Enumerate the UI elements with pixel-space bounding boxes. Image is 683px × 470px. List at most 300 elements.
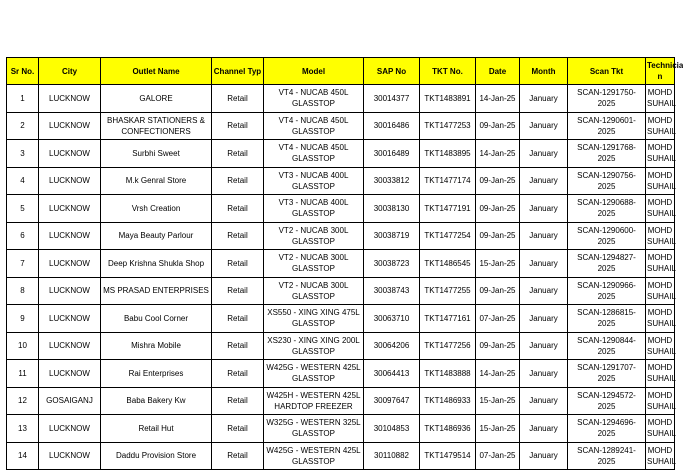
cell-outlet-name-text: Baba Bakery Kw bbox=[126, 396, 186, 406]
cell-sap-no-text: 30033812 bbox=[373, 176, 410, 186]
header-date: Date bbox=[476, 58, 520, 85]
cell-city-text: LUCKNOW bbox=[49, 231, 90, 241]
table-row bbox=[7, 85, 675, 113]
cell-tkt-no[interactable] bbox=[420, 332, 476, 360]
cell-sap-no[interactable] bbox=[364, 112, 420, 140]
cell-scan-tkt-text: SCAN-1294572-2025 bbox=[577, 390, 636, 411]
cell-month-text: January bbox=[529, 451, 558, 461]
cell-tkt-no-text: TKT1477256 bbox=[424, 341, 471, 351]
cell-month-text: January bbox=[529, 313, 558, 323]
cell-scan-tkt-text: SCAN-1289241-2025 bbox=[577, 445, 636, 466]
cell-channel-type[interactable] bbox=[212, 140, 264, 168]
cell-month-text: January bbox=[529, 176, 558, 186]
cell-date[interactable] bbox=[476, 277, 520, 305]
cell-sap-no[interactable] bbox=[364, 360, 420, 388]
cell-channel-type-text: Retail bbox=[227, 203, 248, 213]
cell-tkt-no-text: TKT1483888 bbox=[424, 368, 471, 378]
cell-sr-no[interactable] bbox=[7, 305, 39, 333]
cell-tkt-no[interactable] bbox=[420, 167, 476, 195]
cell-month[interactable] bbox=[520, 167, 568, 195]
cell-date-text: 09-Jan-25 bbox=[479, 176, 516, 186]
cell-tkt-no[interactable] bbox=[420, 387, 476, 415]
cell-technician-text: MOHD SUHAIL bbox=[647, 335, 676, 356]
cell-sap-no-text: 30063710 bbox=[373, 313, 410, 323]
cell-outlet-name[interactable] bbox=[101, 140, 212, 168]
cell-scan-tkt[interactable] bbox=[568, 85, 646, 113]
cell-outlet-name-text: GALORE bbox=[139, 93, 173, 103]
cell-channel-type-text: Retail bbox=[227, 121, 248, 131]
cell-month-text: January bbox=[529, 231, 558, 241]
cell-sap-no[interactable] bbox=[364, 332, 420, 360]
cell-sr-no[interactable] bbox=[7, 360, 39, 388]
cell-city-text: LUCKNOW bbox=[49, 313, 90, 323]
cell-outlet-name[interactable] bbox=[101, 112, 212, 140]
cell-model[interactable] bbox=[264, 332, 364, 360]
cell-technician[interactable] bbox=[646, 305, 675, 333]
cell-month[interactable] bbox=[520, 85, 568, 113]
cell-model-text: VT4 - NUCAB 450L GLASSTOP bbox=[278, 115, 349, 136]
cell-technician[interactable] bbox=[646, 442, 675, 470]
cell-date-text: 09-Jan-25 bbox=[479, 286, 516, 296]
cell-city-text: GOSAIGANJ bbox=[46, 396, 93, 406]
cell-technician[interactable] bbox=[646, 415, 675, 443]
cell-sap-no-text: 30038723 bbox=[373, 258, 410, 268]
cell-date-text: 14-Jan-25 bbox=[479, 93, 516, 103]
cell-city[interactable] bbox=[39, 140, 101, 168]
cell-outlet-name-text: BHASKAR STATIONERS & CONFECTIONERS bbox=[107, 115, 205, 136]
cell-month-text: January bbox=[529, 368, 558, 378]
cell-model[interactable] bbox=[264, 140, 364, 168]
cell-month-text: January bbox=[529, 341, 558, 351]
cell-sap-no[interactable] bbox=[364, 222, 420, 250]
cell-tkt-no[interactable] bbox=[420, 85, 476, 113]
cell-date-text: 09-Jan-25 bbox=[479, 203, 516, 213]
cell-sr-no-text: 8 bbox=[20, 286, 25, 296]
cell-month-text: January bbox=[529, 396, 558, 406]
cell-model-text: XS230 - XING XING 200L GLASSTOP bbox=[267, 335, 360, 356]
cell-sap-no[interactable] bbox=[364, 195, 420, 223]
cell-sap-no[interactable] bbox=[364, 85, 420, 113]
cell-technician-text: MOHD SUHAIL bbox=[647, 418, 676, 439]
table-body bbox=[7, 85, 675, 470]
cell-sap-no[interactable] bbox=[364, 167, 420, 195]
cell-technician[interactable] bbox=[646, 195, 675, 223]
cell-tkt-no[interactable] bbox=[420, 305, 476, 333]
cell-model-text: VT4 - NUCAB 450L GLASSTOP bbox=[278, 143, 349, 164]
cell-month[interactable] bbox=[520, 277, 568, 305]
cell-sr-no[interactable] bbox=[7, 85, 39, 113]
cell-scan-tkt-text: SCAN-1294696-2025 bbox=[577, 418, 636, 439]
cell-month-text: January bbox=[529, 93, 558, 103]
cell-scan-tkt[interactable] bbox=[568, 415, 646, 443]
cell-technician-text: MOHD SUHAIL bbox=[647, 225, 676, 246]
cell-model-text: VT2 - NUCAB 300L GLASSTOP bbox=[278, 253, 349, 274]
cell-sr-no[interactable] bbox=[7, 442, 39, 470]
cell-sr-no[interactable] bbox=[7, 277, 39, 305]
cell-sr-no[interactable] bbox=[7, 222, 39, 250]
cell-model[interactable] bbox=[264, 85, 364, 113]
cell-tkt-no-text: TKT1477191 bbox=[424, 203, 471, 213]
header-scan-tkt: Scan Tkt bbox=[568, 58, 646, 85]
cell-city-text: LUCKNOW bbox=[49, 341, 90, 351]
cell-outlet-name[interactable] bbox=[101, 222, 212, 250]
cell-outlet-name-text: M.k Genral Store bbox=[125, 176, 187, 186]
cell-channel-type-text: Retail bbox=[227, 286, 248, 296]
cell-city[interactable] bbox=[39, 112, 101, 140]
cell-city-text: LUCKNOW bbox=[49, 451, 90, 461]
cell-model-text: XS550 - XING XING 475L GLASSTOP bbox=[267, 308, 360, 329]
cell-outlet-name-text: Babu Cool Corner bbox=[123, 313, 189, 323]
cell-sap-no-text: 30014377 bbox=[373, 93, 410, 103]
cell-technician[interactable] bbox=[646, 277, 675, 305]
cell-channel-type[interactable] bbox=[212, 85, 264, 113]
cell-tkt-no[interactable] bbox=[420, 222, 476, 250]
cell-tkt-no[interactable] bbox=[420, 140, 476, 168]
cell-tkt-no-text: TKT1486933 bbox=[424, 396, 471, 406]
cell-city[interactable] bbox=[39, 222, 101, 250]
cell-channel-type-text: Retail bbox=[227, 396, 248, 406]
table-row bbox=[7, 415, 675, 443]
cell-month[interactable] bbox=[520, 222, 568, 250]
cell-tkt-no[interactable] bbox=[420, 415, 476, 443]
cell-month[interactable] bbox=[520, 442, 568, 470]
cell-sr-no[interactable] bbox=[7, 332, 39, 360]
cell-channel-type[interactable] bbox=[212, 167, 264, 195]
cell-technician[interactable] bbox=[646, 112, 675, 140]
cell-city[interactable] bbox=[39, 305, 101, 333]
cell-scan-tkt[interactable] bbox=[568, 140, 646, 168]
cell-sap-no-text: 30016489 bbox=[373, 148, 410, 158]
cell-tkt-no-text: TKT1477255 bbox=[424, 286, 471, 296]
cell-outlet-name[interactable] bbox=[101, 277, 212, 305]
cell-technician[interactable] bbox=[646, 387, 675, 415]
cell-sap-no-text: 30038743 bbox=[373, 286, 410, 296]
ticket-table bbox=[6, 57, 683, 470]
cell-outlet-name[interactable] bbox=[101, 305, 212, 333]
cell-sr-no-text: 3 bbox=[20, 148, 25, 158]
cell-scan-tkt[interactable] bbox=[568, 250, 646, 278]
cell-sap-no[interactable] bbox=[364, 415, 420, 443]
cell-sr-no-text: 6 bbox=[20, 231, 25, 241]
cell-outlet-name-text: Rai Enterprises bbox=[128, 368, 184, 378]
cell-month[interactable] bbox=[520, 360, 568, 388]
cell-scan-tkt[interactable] bbox=[568, 167, 646, 195]
cell-sr-no-text: 2 bbox=[20, 121, 25, 131]
cell-sap-no[interactable] bbox=[364, 277, 420, 305]
cell-month[interactable] bbox=[520, 305, 568, 333]
cell-technician-text: MOHD SUHAIL bbox=[647, 170, 676, 191]
cell-date[interactable] bbox=[476, 112, 520, 140]
cell-channel-type-text: Retail bbox=[227, 93, 248, 103]
cell-sap-no-text: 30038130 bbox=[373, 203, 410, 213]
cell-date[interactable] bbox=[476, 442, 520, 470]
cell-outlet-name[interactable] bbox=[101, 442, 212, 470]
cell-sap-no[interactable] bbox=[364, 140, 420, 168]
table-row bbox=[7, 387, 675, 415]
cell-city-text: LUCKNOW bbox=[49, 148, 90, 158]
cell-tkt-no[interactable] bbox=[420, 277, 476, 305]
cell-channel-type[interactable] bbox=[212, 250, 264, 278]
cell-model-text: VT4 - NUCAB 450L GLASSTOP bbox=[278, 88, 349, 109]
cell-sr-no-text: 9 bbox=[20, 313, 25, 323]
cell-outlet-name[interactable] bbox=[101, 415, 212, 443]
cell-scan-tkt[interactable] bbox=[568, 442, 646, 470]
cell-tkt-no[interactable] bbox=[420, 442, 476, 470]
cell-date[interactable] bbox=[476, 140, 520, 168]
cell-outlet-name-text: Daddu Provision Store bbox=[115, 451, 197, 461]
cell-technician[interactable] bbox=[646, 85, 675, 113]
cell-model[interactable] bbox=[264, 277, 364, 305]
cell-model[interactable] bbox=[264, 167, 364, 195]
cell-channel-type[interactable] bbox=[212, 442, 264, 470]
cell-technician[interactable] bbox=[646, 250, 675, 278]
cell-outlet-name[interactable] bbox=[101, 167, 212, 195]
cell-scan-tkt-text: SCAN-1291768-2025 bbox=[577, 143, 636, 164]
cell-sap-no[interactable] bbox=[364, 305, 420, 333]
cell-channel-type-text: Retail bbox=[227, 368, 248, 378]
cell-scan-tkt-text: SCAN-1290601-2025 bbox=[577, 115, 636, 136]
header-row bbox=[7, 58, 675, 85]
cell-scan-tkt-text: SCAN-1290600-2025 bbox=[577, 225, 636, 246]
cell-sr-no[interactable] bbox=[7, 167, 39, 195]
cell-sap-no-text: 30064413 bbox=[373, 368, 410, 378]
table-row bbox=[7, 305, 675, 333]
cell-scan-tkt[interactable] bbox=[568, 387, 646, 415]
cell-city-text: LUCKNOW bbox=[49, 121, 90, 131]
cell-scan-tkt[interactable] bbox=[568, 332, 646, 360]
cell-outlet-name[interactable] bbox=[101, 250, 212, 278]
cell-date[interactable] bbox=[476, 415, 520, 443]
cell-sr-no[interactable] bbox=[7, 195, 39, 223]
cell-sap-no-text: 30097647 bbox=[373, 396, 410, 406]
cell-sr-no-text: 11 bbox=[18, 368, 27, 378]
cell-model[interactable] bbox=[264, 360, 364, 388]
cell-date-text: 14-Jan-25 bbox=[479, 148, 516, 158]
cell-scan-tkt[interactable] bbox=[568, 360, 646, 388]
cell-outlet-name[interactable] bbox=[101, 387, 212, 415]
cell-model[interactable] bbox=[264, 415, 364, 443]
header-city: City bbox=[39, 58, 101, 85]
cell-model[interactable] bbox=[264, 222, 364, 250]
cell-technician[interactable] bbox=[646, 332, 675, 360]
cell-technician-text: MOHD SUHAIL bbox=[647, 390, 676, 411]
cell-channel-type[interactable] bbox=[212, 277, 264, 305]
cell-channel-type[interactable] bbox=[212, 112, 264, 140]
table-row bbox=[7, 222, 675, 250]
table-row bbox=[7, 442, 675, 470]
cell-sr-no-text: 7 bbox=[20, 258, 25, 268]
cell-sr-no[interactable] bbox=[7, 112, 39, 140]
cell-model[interactable] bbox=[264, 195, 364, 223]
cell-date-text: 14-Jan-25 bbox=[479, 368, 516, 378]
cell-tkt-no-text: TKT1477161 bbox=[424, 313, 471, 323]
cell-month-text: January bbox=[529, 286, 558, 296]
cell-month-text: January bbox=[529, 148, 558, 158]
cell-channel-type-text: Retail bbox=[227, 258, 248, 268]
cell-outlet-name[interactable] bbox=[101, 85, 212, 113]
cell-city-text: LUCKNOW bbox=[49, 93, 90, 103]
cell-model-text: W425G - WESTERN 425L GLASSTOP bbox=[266, 445, 361, 466]
cell-outlet-name-text: Vrsh Creation bbox=[131, 203, 181, 213]
cell-scan-tkt[interactable] bbox=[568, 195, 646, 223]
cell-model[interactable] bbox=[264, 305, 364, 333]
cell-sr-no[interactable] bbox=[7, 415, 39, 443]
cell-model-text: W325G - WESTERN 325L GLASSTOP bbox=[266, 418, 361, 439]
cell-tkt-no-text: TKT1486936 bbox=[424, 423, 471, 433]
cell-date[interactable] bbox=[476, 195, 520, 223]
cell-tkt-no[interactable] bbox=[420, 195, 476, 223]
cell-technician[interactable] bbox=[646, 360, 675, 388]
cell-scan-tkt-text: SCAN-1286815-2025 bbox=[577, 308, 636, 329]
cell-scan-tkt[interactable] bbox=[568, 112, 646, 140]
cell-model-text: VT3 - NUCAB 400L GLASSTOP bbox=[278, 170, 349, 191]
cell-sap-no[interactable] bbox=[364, 442, 420, 470]
cell-date[interactable] bbox=[476, 305, 520, 333]
cell-model-text: VT2 - NUCAB 300L GLASSTOP bbox=[278, 225, 349, 246]
cell-model-text: VT3 - NUCAB 400L GLASSTOP bbox=[278, 198, 349, 219]
cell-tkt-no[interactable] bbox=[420, 112, 476, 140]
cell-model[interactable] bbox=[264, 112, 364, 140]
cell-city[interactable] bbox=[39, 442, 101, 470]
cell-date[interactable] bbox=[476, 85, 520, 113]
cell-city[interactable] bbox=[39, 250, 101, 278]
cell-outlet-name[interactable] bbox=[101, 360, 212, 388]
cell-model-text: W425H - WESTERN 425L HARDTOP FREEZER bbox=[266, 390, 361, 411]
cell-technician[interactable] bbox=[646, 140, 675, 168]
cell-technician-text: MOHD SUHAIL bbox=[647, 308, 676, 329]
cell-scan-tkt[interactable] bbox=[568, 277, 646, 305]
cell-date-text: 15-Jan-25 bbox=[479, 258, 516, 268]
header-tkt-no: TKT No. bbox=[420, 58, 476, 85]
cell-date[interactable] bbox=[476, 250, 520, 278]
cell-channel-type[interactable] bbox=[212, 415, 264, 443]
header-channel-type: Channel Typ bbox=[212, 58, 264, 85]
cell-city[interactable] bbox=[39, 387, 101, 415]
cell-sap-no-text: 30038719 bbox=[373, 231, 410, 241]
cell-date-text: 07-Jan-25 bbox=[479, 451, 516, 461]
cell-scan-tkt[interactable] bbox=[568, 305, 646, 333]
cell-sr-no-text: 4 bbox=[20, 176, 25, 186]
cell-outlet-name-text: Retail Hut bbox=[138, 423, 174, 433]
cell-technician[interactable] bbox=[646, 167, 675, 195]
cell-date[interactable] bbox=[476, 360, 520, 388]
cell-scan-tkt-text: SCAN-1290756-2025 bbox=[577, 170, 636, 191]
cell-model[interactable] bbox=[264, 387, 364, 415]
cell-technician[interactable] bbox=[646, 222, 675, 250]
cell-channel-type[interactable] bbox=[212, 332, 264, 360]
cell-technician-text: MOHD SUHAIL bbox=[647, 445, 676, 466]
cell-sap-no[interactable] bbox=[364, 250, 420, 278]
cell-model-text: VT2 - NUCAB 300L GLASSTOP bbox=[278, 280, 349, 301]
cell-month-text: January bbox=[529, 121, 558, 131]
cell-month-text: January bbox=[529, 423, 558, 433]
cell-date[interactable] bbox=[476, 332, 520, 360]
cell-sr-no-text: 12 bbox=[18, 396, 27, 406]
cell-city[interactable] bbox=[39, 85, 101, 113]
cell-tkt-no[interactable] bbox=[420, 360, 476, 388]
cell-channel-type[interactable] bbox=[212, 305, 264, 333]
table-row bbox=[7, 195, 675, 223]
cell-channel-type[interactable] bbox=[212, 387, 264, 415]
cell-sap-no[interactable] bbox=[364, 387, 420, 415]
cell-scan-tkt-text: SCAN-1290844-2025 bbox=[577, 335, 636, 356]
cell-technician-text: MOHD SUHAIL bbox=[647, 280, 676, 301]
cell-model[interactable] bbox=[264, 442, 364, 470]
cell-city[interactable] bbox=[39, 167, 101, 195]
cell-channel-type-text: Retail bbox=[227, 451, 248, 461]
cell-month[interactable] bbox=[520, 250, 568, 278]
cell-tkt-no[interactable] bbox=[420, 250, 476, 278]
header-month: Month bbox=[520, 58, 568, 85]
cell-sr-no-text: 13 bbox=[18, 423, 27, 433]
cell-scan-tkt[interactable] bbox=[568, 222, 646, 250]
cell-date-text: 15-Jan-25 bbox=[479, 396, 516, 406]
cell-month-text: January bbox=[529, 258, 558, 268]
cell-tkt-no-text: TKT1477174 bbox=[424, 176, 471, 186]
spreadsheet bbox=[6, 57, 683, 470]
header-sap-no: SAP No bbox=[364, 58, 420, 85]
cell-date-text: 15-Jan-25 bbox=[479, 423, 516, 433]
cell-channel-type-text: Retail bbox=[227, 148, 248, 158]
cell-month[interactable] bbox=[520, 112, 568, 140]
cell-month[interactable] bbox=[520, 140, 568, 168]
cell-channel-type-text: Retail bbox=[227, 341, 248, 351]
cell-outlet-name-text: Mishra Mobile bbox=[131, 341, 181, 351]
cell-model-text: W425G - WESTERN 425L GLASSTOP bbox=[266, 363, 361, 384]
cell-date-text: 09-Jan-25 bbox=[479, 231, 516, 241]
cell-month[interactable] bbox=[520, 387, 568, 415]
cell-channel-type[interactable] bbox=[212, 222, 264, 250]
cell-tkt-no-text: TKT1477254 bbox=[424, 231, 471, 241]
cell-month[interactable] bbox=[520, 332, 568, 360]
cell-channel-type[interactable] bbox=[212, 195, 264, 223]
cell-sr-no[interactable] bbox=[7, 250, 39, 278]
cell-sr-no[interactable] bbox=[7, 387, 39, 415]
cell-month[interactable] bbox=[520, 415, 568, 443]
cell-date[interactable] bbox=[476, 167, 520, 195]
cell-channel-type-text: Retail bbox=[227, 313, 248, 323]
cell-city-text: LUCKNOW bbox=[49, 258, 90, 268]
cell-date-text: 09-Jan-25 bbox=[479, 121, 516, 131]
cell-city-text: LUCKNOW bbox=[49, 423, 90, 433]
cell-channel-type[interactable] bbox=[212, 360, 264, 388]
cell-sr-no-text: 1 bbox=[20, 93, 25, 103]
cell-channel-type-text: Retail bbox=[227, 176, 248, 186]
cell-city-text: LUCKNOW bbox=[49, 286, 90, 296]
cell-sr-no[interactable] bbox=[7, 140, 39, 168]
cell-outlet-name[interactable] bbox=[101, 332, 212, 360]
cell-outlet-name[interactable] bbox=[101, 195, 212, 223]
cell-city[interactable] bbox=[39, 277, 101, 305]
cell-sap-no-text: 30016486 bbox=[373, 121, 410, 131]
cell-city[interactable] bbox=[39, 332, 101, 360]
cell-outlet-name-text: MS PRASAD ENTERPRISES bbox=[103, 286, 209, 296]
cell-scan-tkt-text: SCAN-1290688-2025 bbox=[577, 198, 636, 219]
cell-month[interactable] bbox=[520, 195, 568, 223]
cell-date[interactable] bbox=[476, 387, 520, 415]
cell-city[interactable] bbox=[39, 195, 101, 223]
cell-scan-tkt-text: SCAN-1291707-2025 bbox=[577, 363, 636, 384]
cell-tkt-no-text: TKT1483895 bbox=[424, 148, 471, 158]
cell-city[interactable] bbox=[39, 360, 101, 388]
cell-technician-text: MOHD SUHAIL bbox=[647, 88, 676, 109]
cell-tkt-no-text: TKT1479514 bbox=[424, 451, 471, 461]
cell-date[interactable] bbox=[476, 222, 520, 250]
cell-channel-type-text: Retail bbox=[227, 423, 248, 433]
cell-city[interactable] bbox=[39, 415, 101, 443]
cell-model[interactable] bbox=[264, 250, 364, 278]
cell-date-text: 09-Jan-25 bbox=[479, 341, 516, 351]
